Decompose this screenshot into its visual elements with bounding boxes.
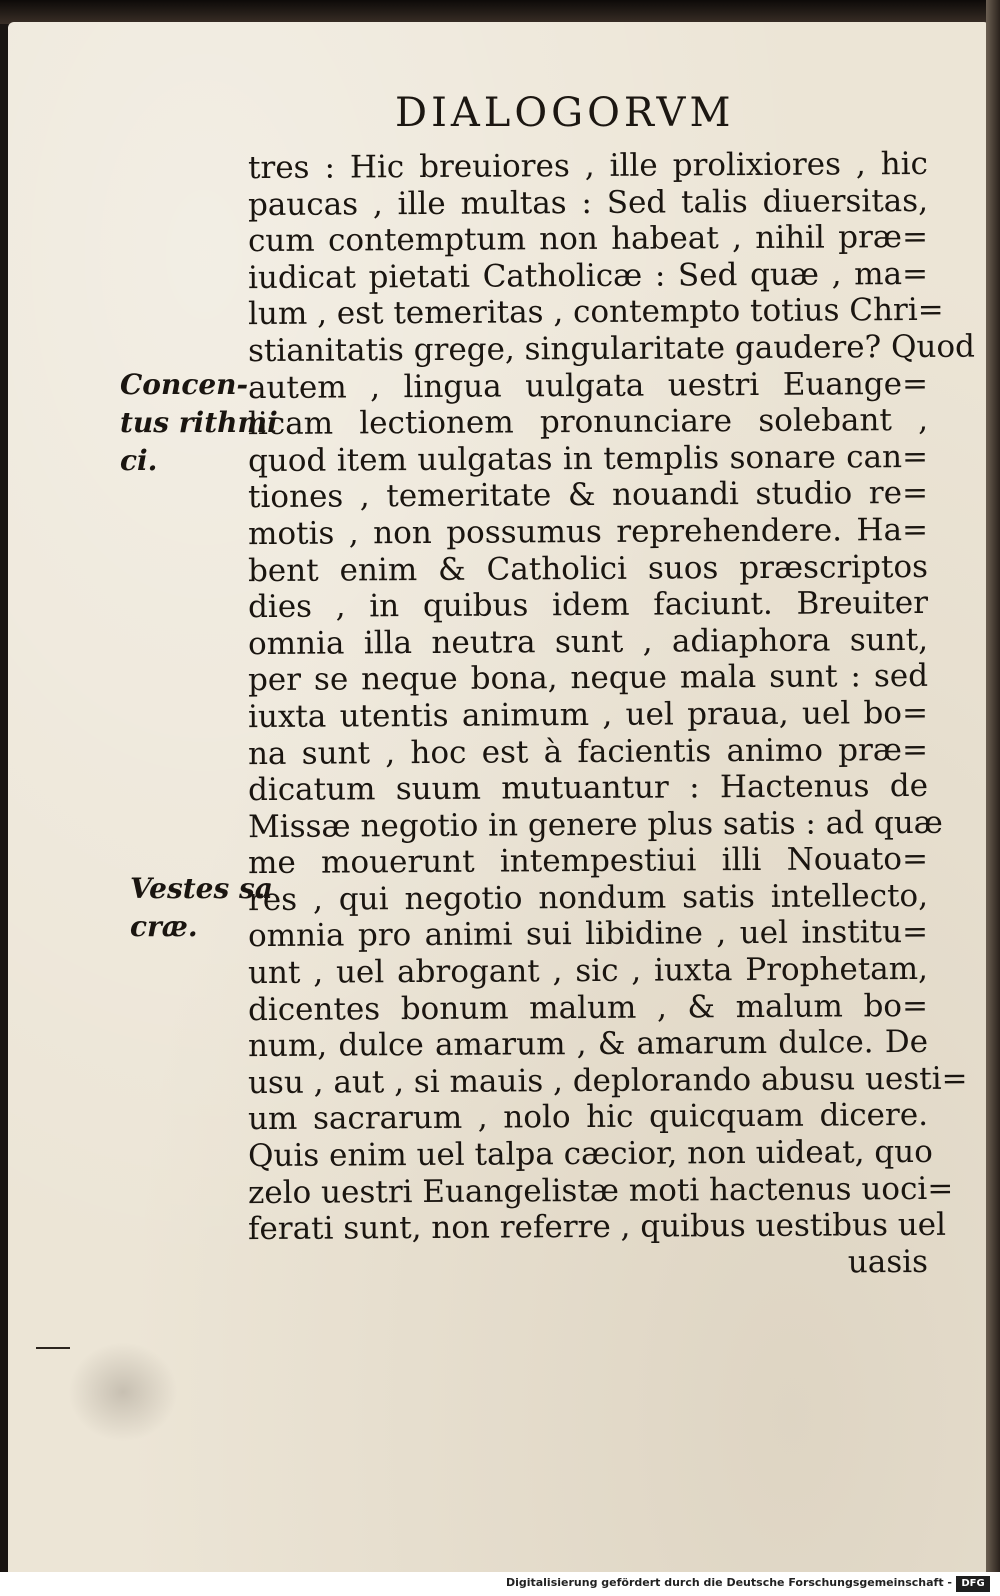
page-stain (68, 1342, 178, 1442)
marginal-note-line: Concen- (120, 368, 249, 401)
text-line: dies , in quibus idem faciunt. Breuiter (247, 585, 929, 626)
text-line: tiones , temeritate & nouandi studio re= (247, 475, 929, 516)
text-line: res , qui negotio nondum satis intellecto, (247, 877, 929, 918)
dfg-logo: DFG (956, 1576, 990, 1592)
text-line: iudicat pietati Catholicæ : Sed quæ , ma= (247, 255, 929, 296)
body-text (247, 145, 976, 1282)
text-line: uasis (847, 1243, 929, 1281)
marginal-note-line: cræ. (130, 910, 198, 943)
text-line: paucas , ille multas : Sed talis diuersitas, (247, 182, 929, 223)
text-line: um sacrarum , nolo hic quicquam dicere. (247, 1097, 929, 1138)
text-line: omnia illa neutra sunt , adiaphora sunt, (247, 621, 929, 662)
text-line: omnia pro animi sui libidine , uel institu= (247, 914, 929, 955)
text-line: Quis enim uel talpa cæcior, non uideat, quo (247, 1133, 933, 1175)
text-line: quod item uulgatas in templis sonare can= (247, 438, 929, 479)
text-line: tres : Hic breuiores , ille prolixiores , hic (247, 145, 929, 187)
text-line: iuxta utentis animum , uel praua, uel bo= (247, 694, 929, 735)
text-line: ferati sunt, non referre , quibus uestibus uel (247, 1207, 947, 1248)
text-line: Missæ negotio in genere plus satis : ad quæ (247, 804, 943, 845)
text-line: dicatum suum mutuantur : Hactenus de (247, 768, 929, 809)
text-line: me mouerunt intempestiui illi Nouato= (247, 841, 929, 882)
text-line: num, dulce amarum , & amarum dulce. De (247, 1024, 929, 1065)
margin-mark (36, 1347, 70, 1349)
text-line: stianitatis grege, singularitate gaudere? Quod (247, 328, 976, 370)
marginal-note-line: Vestes sa (130, 872, 273, 905)
text-line: per se neque bona, neque mala sunt : sed (247, 658, 929, 699)
scan-right-edge (986, 0, 1000, 1572)
text-line: motis , non possumus reprehendere. Ha= (247, 511, 929, 553)
marginal-note-line: tus rithmi (120, 406, 278, 439)
text-line: autem , lingua uulgata uestri Euange= (247, 365, 929, 406)
scan-top-edge (0, 0, 1000, 24)
running-head: DIALOGORVM (395, 90, 735, 136)
text-line: zelo uestri Euangelistæ moti hactenus uoci= (247, 1170, 954, 1211)
text-line: cum contemptum non habeat , nihil præ= (247, 219, 929, 260)
text-line: bent enim & Catholici suos præscriptos (247, 548, 929, 589)
marginal-note-concentus (120, 366, 278, 480)
text-line: unt , uel abrogant , sic , iuxta Prophetam, (247, 950, 929, 992)
marginal-note-line: ci. (120, 444, 158, 477)
text-line: usu , aut , si mauis , deplorando abusu uesti= (247, 1060, 968, 1101)
text-line: lum , est temeritas , contempto totius Chri= (247, 292, 944, 333)
text-line: licam lectionem pronunciare solebant , (247, 402, 929, 443)
marginal-note-vestes (130, 870, 273, 946)
footer-credit: Digitalisierung gefördert durch die Deutsche Forschungsgemeinschaft - (505, 1576, 952, 1589)
text-line: dicentes bonum malum , & malum bo= (247, 987, 929, 1028)
text-line: na sunt , hoc est à facientis animo præ= (247, 731, 929, 772)
